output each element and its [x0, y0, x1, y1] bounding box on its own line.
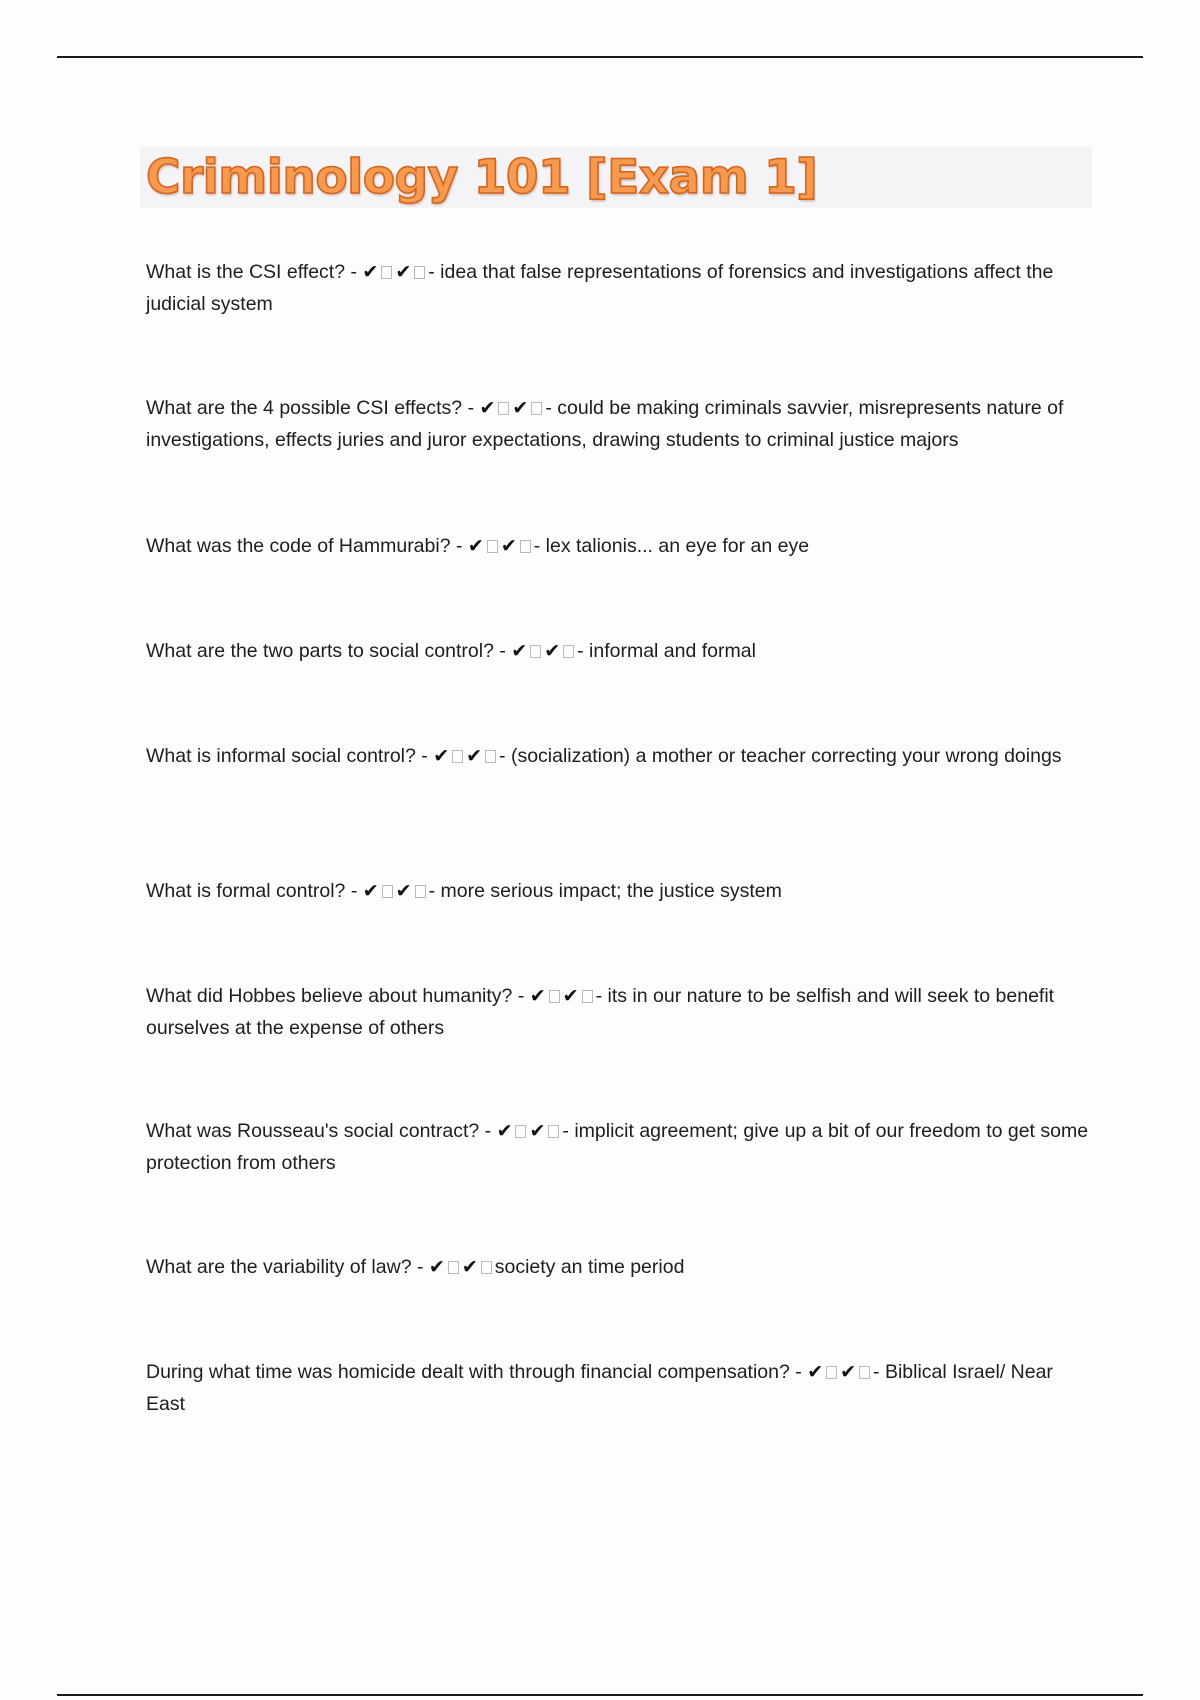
separator: -: [345, 880, 363, 902]
answer: - (socialization) a mother or teacher correcting your wrong doings: [499, 745, 1062, 767]
missing-glyph-box-icon: [531, 402, 542, 415]
answer: - implicit agreement; give up a bit of our freedom to get some protection from others: [146, 1120, 1089, 1174]
missing-glyph-box-icon: [452, 750, 463, 763]
check-mark-icon: ✔: [496, 1120, 513, 1142]
question: What are the two parts to social control?: [146, 640, 494, 662]
answer: society an time period: [494, 1256, 685, 1278]
qa-item-4: [146, 635, 1091, 667]
question: During what time was homicide dealt with through financial compensation?: [146, 1361, 790, 1383]
check-mark-icon: ✔: [479, 397, 496, 419]
qa-item-9: [146, 1251, 1091, 1283]
separator: -: [411, 1256, 429, 1278]
answer: - its in our nature to be selfish and will seek to benefit ourselves at the expense of others: [146, 985, 1055, 1039]
missing-glyph-box-icon: [530, 645, 541, 658]
question: What is informal social control?: [146, 745, 416, 767]
check-mark-icon: ✔: [544, 640, 561, 662]
qa-item-2: [146, 392, 1091, 456]
check-mark-icon: ✔: [562, 985, 579, 1007]
answer: - more serious impact; the justice system: [428, 880, 782, 902]
check-mark-icon: ✔: [467, 535, 484, 557]
missing-glyph-box-icon: [382, 885, 393, 898]
check-mark-icon: ✔: [461, 1256, 478, 1278]
qa-item-8: [146, 1115, 1091, 1179]
check-mark-icon: ✔: [529, 1120, 546, 1142]
question: What is formal control?: [146, 880, 346, 902]
check-mark-icon: ✔: [511, 640, 528, 662]
missing-glyph-box-icon: [448, 1261, 459, 1274]
missing-glyph-box-icon: [415, 885, 426, 898]
check-mark-icon: ✔: [840, 1361, 857, 1383]
missing-glyph-box-icon: [485, 750, 496, 763]
check-mark-icon: ✔: [807, 1361, 824, 1383]
missing-glyph-box-icon: [563, 645, 574, 658]
check-mark-icon: ✔: [428, 1256, 445, 1278]
missing-glyph-box-icon: [548, 1125, 559, 1138]
missing-glyph-box-icon: [481, 1261, 492, 1274]
qa-item-10: [146, 1356, 1091, 1420]
answer: - lex talionis... an eye for an eye: [533, 535, 810, 557]
question: What was the code of Hammurabi?: [146, 535, 451, 557]
missing-glyph-box-icon: [582, 990, 593, 1003]
separator: -: [493, 640, 512, 662]
missing-glyph-box-icon: [414, 266, 425, 279]
separator: -: [789, 1361, 808, 1383]
missing-glyph-box-icon: [381, 266, 392, 279]
separator: -: [450, 535, 468, 557]
missing-glyph-box-icon: [520, 540, 531, 553]
check-mark-icon: ✔: [395, 880, 412, 902]
qa-item-3: [146, 530, 1091, 562]
qa-item-7: [146, 980, 1091, 1044]
question: What was Rousseau's social contract?: [146, 1120, 480, 1142]
qa-item-1: [146, 256, 1091, 320]
check-mark-icon: ✔: [395, 261, 412, 283]
separator: -: [462, 397, 480, 419]
answer: - Biblical Israel/ Near East: [146, 1361, 1053, 1415]
missing-glyph-box-icon: [826, 1366, 837, 1379]
check-mark-icon: ✔: [433, 745, 450, 767]
check-mark-icon: ✔: [500, 535, 517, 557]
qa-item-5: [146, 740, 1091, 772]
separator: -: [479, 1120, 497, 1142]
missing-glyph-box-icon: [487, 540, 498, 553]
question: What is the CSI effect?: [146, 261, 346, 283]
check-mark-icon: ✔: [466, 745, 483, 767]
question: What are the variability of law?: [146, 1256, 412, 1278]
answer: - idea that false representations of forensics and investigations affect the judicial system: [146, 261, 1054, 315]
missing-glyph-box-icon: [549, 990, 560, 1003]
question: What did Hobbes believe about humanity?: [146, 985, 513, 1007]
question: What are the 4 possible CSI effects?: [146, 397, 463, 419]
check-mark-icon: ✔: [362, 880, 379, 902]
bottom-rule: [57, 1694, 1143, 1696]
separator: -: [415, 745, 434, 767]
separator: -: [345, 261, 363, 283]
qa-item-6: [146, 875, 1091, 907]
answer: - could be making criminals savvier, misrepresents nature of investigations, effects juries and juror expectations, drawing students to criminal justice majors: [146, 397, 1064, 451]
document-title: Criminology 101 [Exam 1]: [146, 150, 818, 205]
top-rule: [57, 56, 1143, 58]
check-mark-icon: ✔: [512, 397, 529, 419]
missing-glyph-box-icon: [859, 1366, 870, 1379]
answer: - informal and formal: [577, 640, 756, 662]
missing-glyph-box-icon: [515, 1125, 526, 1138]
separator: -: [512, 985, 530, 1007]
check-mark-icon: ✔: [529, 985, 546, 1007]
check-mark-icon: ✔: [362, 261, 379, 283]
missing-glyph-box-icon: [498, 402, 509, 415]
